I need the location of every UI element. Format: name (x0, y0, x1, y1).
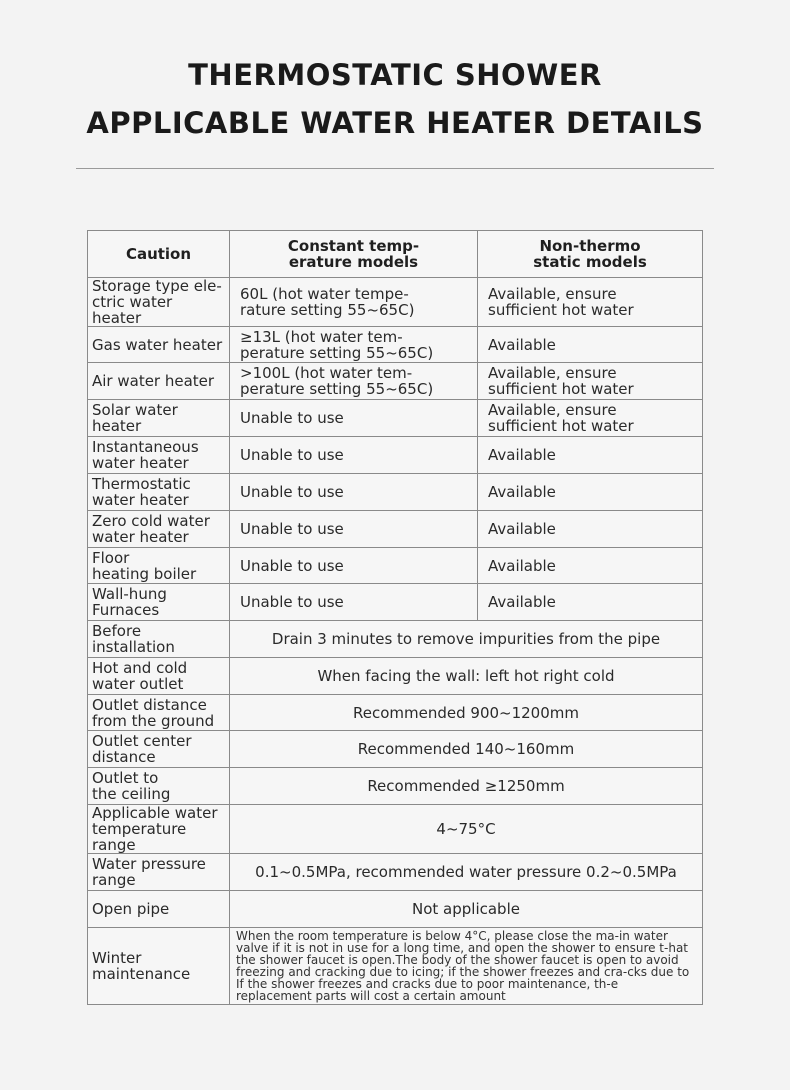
page-title-line-2: APPLICABLE WATER HEATER DETAILS (86, 106, 704, 140)
header-caution: Caution (88, 231, 230, 278)
header-constant-temperature-models: Constant temp- erature models (230, 231, 478, 278)
constant-temp-cell: Unable to use (230, 584, 478, 621)
constant-temp-cell: Unable to use (230, 474, 478, 511)
table-row (88, 584, 703, 621)
row-label: Air water heater (88, 363, 230, 400)
row-value: Recommended 140~160mm (230, 731, 703, 768)
table-row (88, 891, 703, 928)
row-label: Outlet center distance (88, 731, 230, 768)
table-row (88, 327, 703, 363)
constant-temp-cell: Unable to use (230, 548, 478, 584)
row-label: Winter maintenance (88, 928, 230, 1005)
winter-maintenance-text: When the room temperature is below 4°C, please close the ma-in water valve if it is not in use for a long time, and open the shower to ensure t-hat the shower faucet is open.The body of the shower faucet is open to avoid freezing and cracking due to icing; if the shower freezes and cra-cks due to If the shower freezes and cracks due to poor maintenance, th-e replacement parts will cost a certain amount (230, 928, 703, 1005)
row-label: Gas water heater (88, 327, 230, 363)
row-value: 0.1~0.5MPa, recommended water pressure 0.2~0.5MPa (230, 854, 703, 891)
row-label: Instantaneous water heater (88, 437, 230, 474)
non-thermo-cell: Available (478, 584, 703, 621)
row-label: Open pipe (88, 891, 230, 928)
row-value: 4~75°C (230, 805, 703, 854)
non-thermo-cell: Available (478, 437, 703, 474)
row-label: Thermostatic water heater (88, 474, 230, 511)
constant-temp-cell: ≥13L (hot water tem- perature setting 55~65C) (230, 327, 478, 363)
table-row (88, 278, 703, 327)
non-thermo-cell: Available (478, 548, 703, 584)
table-row (88, 363, 703, 400)
table-row (88, 731, 703, 768)
table-row (88, 805, 703, 854)
table-row-winter (88, 928, 703, 1005)
constant-temp-cell: 60L (hot water tempe- rature setting 55~65C) (230, 278, 478, 327)
header-non-thermostatic-models: Non-thermo static models (478, 231, 703, 278)
non-thermo-cell: Available (478, 327, 703, 363)
table-row (88, 437, 703, 474)
page-title-line-1: THERMOSTATIC SHOWER (188, 58, 602, 92)
table-row (88, 854, 703, 891)
row-label: Outlet to the ceiling (88, 768, 230, 805)
non-thermo-cell: Available, ensure sufficient hot water (478, 363, 703, 400)
non-thermo-cell: Available, ensure sufficient hot water (478, 400, 703, 437)
row-label: Storage type ele- ctric water heater (88, 278, 230, 327)
row-value: Recommended 900~1200mm (230, 695, 703, 731)
constant-temp-cell: Unable to use (230, 511, 478, 548)
row-label: Water pressure range (88, 854, 230, 891)
row-label: Before installation (88, 621, 230, 658)
title-divider (76, 168, 714, 169)
table-row (88, 511, 703, 548)
table-row (88, 695, 703, 731)
row-label: Hot and cold water outlet (88, 658, 230, 695)
row-label: Solar water heater (88, 400, 230, 437)
row-value: Recommended ≥1250mm (230, 768, 703, 805)
row-label: Wall-hung Furnaces (88, 584, 230, 621)
row-label: Zero cold water water heater (88, 511, 230, 548)
row-label: Applicable water temperature range (88, 805, 230, 854)
table-row (88, 548, 703, 584)
row-value: When facing the wall: left hot right cold (230, 658, 703, 695)
constant-temp-cell: Unable to use (230, 437, 478, 474)
table-row (88, 400, 703, 437)
row-label: Outlet distance from the ground (88, 695, 230, 731)
table-row (88, 621, 703, 658)
non-thermo-cell: Available, ensure sufficient hot water (478, 278, 703, 327)
table-row (88, 768, 703, 805)
constant-temp-cell: Unable to use (230, 400, 478, 437)
table-row (88, 658, 703, 695)
row-value: Drain 3 minutes to remove impurities from the pipe (230, 621, 703, 658)
table-row (88, 474, 703, 511)
heater-details-table (87, 230, 703, 1005)
constant-temp-cell: >100L (hot water tem- perature setting 55~65C) (230, 363, 478, 400)
table-header-row (88, 231, 703, 278)
row-label: Floor heating boiler (88, 548, 230, 584)
non-thermo-cell: Available (478, 474, 703, 511)
non-thermo-cell: Available (478, 511, 703, 548)
row-value: Not applicable (230, 891, 703, 928)
